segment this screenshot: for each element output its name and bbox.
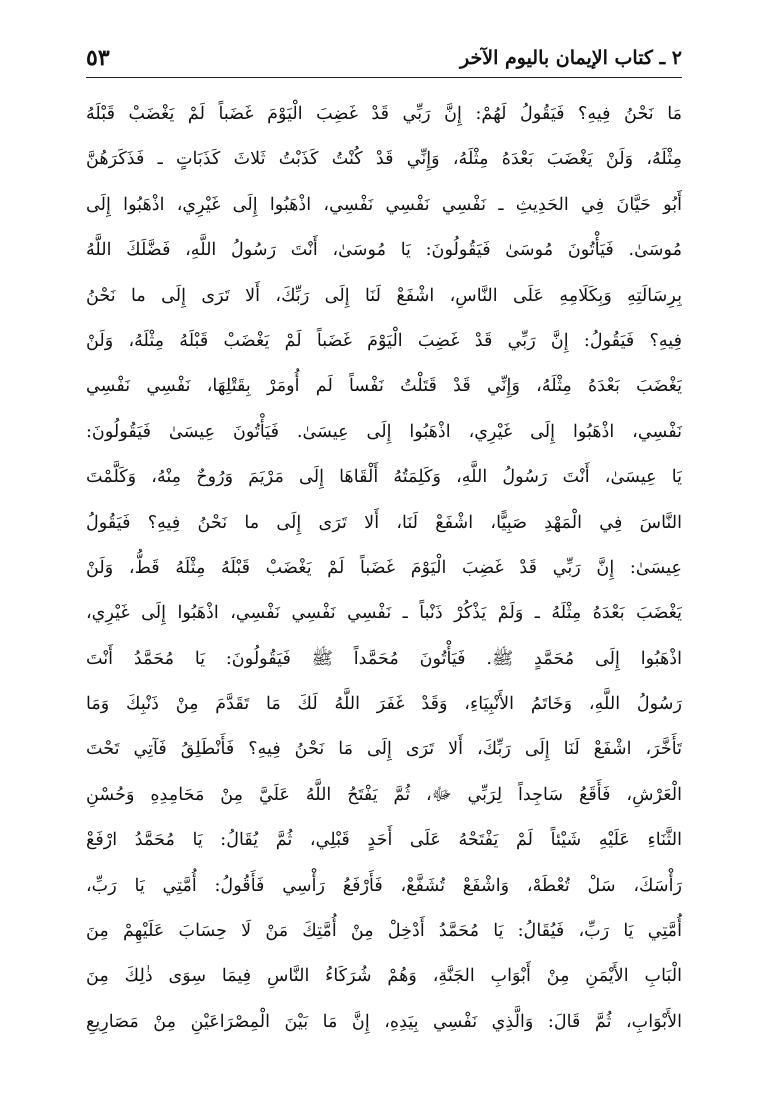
text-line: يَا عِيسَىٰ، أَنْتَ رَسُولُ اللَّهِ، وَكَلِمَتُهُ أَلْقَاهَا إِلَى مَرْيَمَ وَرُوحٌ مِنْهُ، وَكَلَّمْتَ [86,467,682,488]
text-line: الْعَرْشِ، فَأَقَعُ سَاجِداً لِرَبِّي ﷻ، ثُمَّ يَفْتَحُ اللَّهُ عَلَيَّ مِنْ مَحَامِدِهِ وَحُسْنِ [86,784,682,805]
text-line: بِرِسَالَتِهِ وَبِكَلَامِهِ عَلَى النَّاسِ، اشْفَعْ لَنَا إِلَى رَبِّكَ، أَلا تَرَى إِلَى ما نَحْنُ [86,285,682,306]
text-line: مُوسَىٰ. فَيَأْتُونَ مُوسَىٰ فَيَقُولُونَ: يَا مُوسَىٰ، أَنْتَ رَسُولُ اللَّهِ، فَضَّلَكَ اللَّهُ [86,240,682,261]
text-line: فِيهِ؟ فَيَقُولُ: إِنَّ رَبِّي قَدْ غَضِبَ الْيَوْمَ غَضَباً لَمْ يَغْضَبْ قَبْلَهُ مِثْلَهُ، وَلَنْ [86,330,682,351]
text-line: الأَبْوَابِ، ثُمَّ قَالَ: وَالَّذِي نَفْسِي بِيَدِهِ، إِنَّ مَا بَيْنَ الْمِصْرَاعَيْنِ مِنْ مَصَارِيعِ [86,1011,682,1032]
text-line: الثَّنَاءِ عَلَيْهِ شَيْئاً لَمْ يَفْتَحْهُ عَلَى أَحَدٍ قَبْلِي، ثُمَّ يُقَالُ: يَا مُحَمَّدُ ارْفَعْ [86,830,682,851]
body-text [86,92,682,1045]
running-title: ٢ ـ كتاب الإيمان باليوم الآخر [460,46,682,69]
page-number: ٥٣ [86,44,110,71]
text-line: الْبَابِ الأَيْمَنِ مِنْ أَبْوَابِ الجَنَّةِ، وَهُمْ شُرَكَاءُ النَّاسِ فِيمَا سِوَى ذٰلِكَ مِنَ [86,966,682,987]
text-line: عِيسَىٰ: إِنَّ رَبِّي قَدْ غَضِبَ الْيَوْمَ غَضَباً لَمْ يَغْضَبْ قَبْلَهُ مِثْلَهُ قَطُّ، وَلَنْ [86,557,682,578]
text-line: يَغْضَبَ بَعْدَهُ مِثْلَهُ ـ وَلَمْ يَذْكُرْ ذَنْباً ـ نَفْسِي نَفْسِي نَفْسِي، اذْهَبُوا إِلَى غَيْرِي، [86,603,682,624]
text-line: رَأْسَكَ، سَلْ تُعْطَهْ، وَاشْفَعْ تُشَفَّعْ، فَأَرْفَعُ رَأْسِي فَأَقُولُ: أُمَّتِي يَا رَبِّ، [86,875,682,896]
text-line: أُمَّتِي يَا رَبِّ، فَيُقَالُ: يَا مُحَمَّدُ أَدْخِلْ مِنْ أُمَّتِكَ مَنْ لَا حِسَابَ عَلَيْهِمْ مِنَ [86,921,682,942]
text-line: نَفْسِي، اذْهَبُوا إِلَى غَيْرِي، اذْهَبُوا إِلَى عِيسَىٰ. فَيَأْتُونَ عِيسَىٰ فَيَقُولُونَ: [86,421,682,442]
text-line: مَا نَحْنُ فِيهِ؟ فَيَقُولُ لَهُمْ: إِنَّ رَبِّي قَدْ غَضِبَ الْيَوْمَ غَضَباً لَمْ يَغْضَبْ قَبْلَهُ [86,104,682,124]
text-line: مِثْلَهُ، وَلَنْ يَغْضَبَ بَعْدَهُ مِثْلَهُ، وَإِنِّي قَدْ كُنْتُ كَذَبْتُ ثَلاثَ كَذَبَاتٍ ـ فَذَكَرَهُنَّ [86,149,682,170]
text-line: يَغْضَبَ بَعْدَهُ مِثْلَهُ، وَإِنِّي قَدْ قَتَلْتُ نَفْساً لَم أُومَرْ بِقَتْلِهَا، نَفْسِي نَفْسِي [86,376,682,397]
page-header [86,42,682,78]
text-line: أَبُو حَيَّانَ فِي الحَدِيثِ ـ نَفْسِي نَفْسِي نَفْسِي، اذْهَبُوا إِلَى غَيْرِي، اذْهَبُوا إِلَى [86,194,682,215]
text-line: النَّاسَ فِي الْمَهْدِ صَبِيًّا، اشْفَعْ لَنَا، أَلا تَرَى إِلَى ما نَحْنُ فِيهِ؟ فَيَقُولُ [86,512,682,533]
text-line: اذْهَبُوا إِلَى مُحَمَّدٍ ﷺ. فَيَأْتُونَ مُحَمَّداً ﷺ فَيَقُولُونَ: يَا مُحَمَّدُ أَنْتَ [86,648,682,669]
text-line: رَسُولُ اللَّهِ، وَخَاتَمُ الأَنْبِيَاءِ، وَقَدْ غَفَرَ اللَّهُ لَكَ مَا تَقَدَّمَ مِنْ ذَنْبِكَ وَمَا [86,694,682,715]
text-line: تَأَخَّرَ، اشْفَعْ لَنَا إِلَى رَبِّكَ، أَلا تَرَى إِلَى مَا نَحْنُ فِيهِ؟ فَأَنْطَلِقُ فَآتِي تَحْتَ [86,739,682,760]
